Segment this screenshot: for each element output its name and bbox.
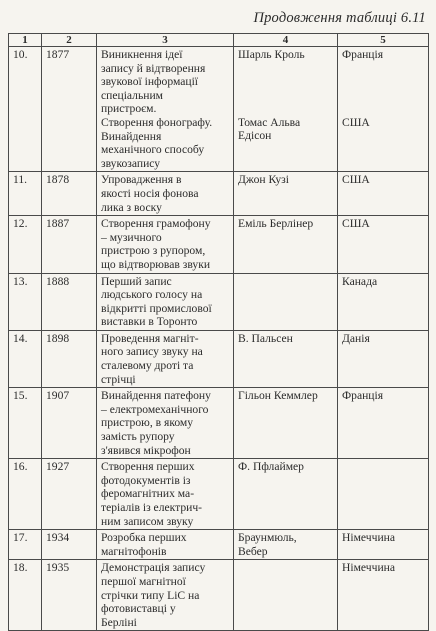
row-number: 12.	[9, 216, 42, 273]
description-line: Упровадження в	[101, 173, 182, 187]
description-line: першої магнітної	[101, 574, 186, 588]
row-year: 1877	[42, 47, 97, 172]
description-line: Перший запис	[101, 274, 172, 288]
row-description	[97, 172, 234, 216]
row-countries	[338, 330, 429, 387]
description-line: спеціальним	[101, 88, 163, 102]
description-line: сталевому дроті та	[101, 359, 194, 373]
spacer	[238, 62, 333, 116]
person-name: Браунмюль,	[238, 531, 297, 545]
row-year: 1898	[42, 330, 97, 387]
description-line: фотодокументів із	[101, 473, 191, 487]
row-number: 16.	[9, 459, 42, 530]
description-line: якості носія фонова	[101, 186, 199, 200]
history-table	[8, 33, 429, 631]
person-name: Едісон	[238, 129, 272, 143]
description-line: пристрою з рупором,	[101, 244, 206, 258]
country-name: США	[342, 115, 370, 129]
description-line: механічного способу	[101, 143, 205, 157]
person-name: Ф. Пфлаймер	[238, 460, 304, 474]
description-line: звукової інформації	[101, 75, 199, 89]
country-name: Німеччина	[342, 531, 396, 545]
description-line: звукозапису	[101, 156, 161, 170]
row-number: 11.	[9, 172, 42, 216]
column-number-3: 3	[97, 34, 234, 47]
row-persons	[234, 530, 338, 560]
country-name: Німеччина	[342, 561, 396, 575]
row-countries	[338, 273, 429, 330]
person-name: Гільон Кеммлер	[238, 389, 318, 403]
row-persons	[234, 459, 338, 530]
country-name: Данія	[342, 331, 370, 345]
description-line: Створення перших	[101, 460, 195, 474]
description-line: магнітофонів	[101, 544, 167, 558]
description-line: виставки в Торонто	[101, 315, 198, 329]
row-year: 1878	[42, 172, 97, 216]
table-row	[9, 459, 429, 530]
country-name: Канада	[342, 274, 378, 288]
row-description	[97, 273, 234, 330]
row-year: 1888	[42, 273, 97, 330]
column-number-row	[9, 34, 429, 47]
description-line: феромагнітних ма-	[101, 487, 195, 501]
row-number: 10.	[9, 47, 42, 172]
row-countries	[338, 216, 429, 273]
row-description	[97, 47, 234, 172]
description-line: Створення грамофону	[101, 217, 211, 231]
description-line: Розробка перших	[101, 531, 187, 545]
row-number: 17.	[9, 530, 42, 560]
table-row	[9, 388, 429, 459]
description-line: Проведення магніт-	[101, 331, 199, 345]
column-number-5: 5	[338, 34, 429, 47]
description-line: теріалів із електрич-	[101, 501, 203, 514]
row-year: 1927	[42, 459, 97, 530]
person-name: Джон Кузі	[238, 173, 289, 187]
person-name: Томас Альва	[238, 115, 301, 129]
description-line: Винайдення	[101, 129, 162, 143]
row-countries	[338, 459, 429, 530]
table-row	[9, 530, 429, 560]
table-row	[9, 216, 429, 273]
row-countries	[338, 172, 429, 216]
description-line: пристрою, в якому	[101, 416, 194, 430]
description-line: – музичного	[101, 230, 162, 244]
row-persons	[234, 216, 338, 273]
row-persons	[234, 273, 338, 330]
table-row	[9, 172, 429, 216]
row-persons	[234, 388, 338, 459]
column-number-4: 4	[234, 34, 338, 47]
row-year: 1934	[42, 530, 97, 560]
row-year: 1907	[42, 388, 97, 459]
description-line: що відтворював звуки	[101, 257, 211, 271]
row-persons	[234, 330, 338, 387]
description-line: – електромеханічного	[101, 402, 209, 416]
row-countries	[338, 388, 429, 459]
person-name: Еміль Берлінер	[238, 217, 314, 231]
row-persons	[234, 47, 338, 172]
row-number: 15.	[9, 388, 42, 459]
country-name: Франція	[342, 389, 384, 403]
person-name: В. Пальсен	[238, 331, 293, 345]
country-name: США	[342, 173, 370, 187]
row-persons	[234, 172, 338, 216]
description-line: ним записом звуку	[101, 514, 194, 528]
row-countries	[338, 47, 429, 172]
row-year: 1935	[42, 560, 97, 631]
description-line: відкритті промислової	[101, 301, 212, 315]
description-line: Виникнення ідеї	[101, 48, 183, 61]
description-line: Винайдення патефону	[101, 389, 211, 403]
row-description	[97, 560, 234, 631]
description-line: фотовиставці у	[101, 602, 176, 616]
table-caption: Продовження таблиці 6.11	[253, 10, 426, 26]
table-row	[9, 560, 429, 631]
person-name: Шарль Кроль	[238, 48, 305, 61]
row-persons	[234, 560, 338, 631]
row-countries	[338, 530, 429, 560]
description-line: Берліні	[101, 615, 137, 629]
description-line: людського голосу на	[101, 288, 203, 302]
table-row	[9, 47, 429, 172]
row-description	[97, 530, 234, 560]
row-description	[97, 216, 234, 273]
column-number-2: 2	[42, 34, 97, 47]
description-line: стрічки типу LiC на	[101, 588, 200, 602]
country-name: США	[342, 217, 370, 231]
table-row	[9, 330, 429, 387]
person-name: Вебер	[238, 544, 268, 558]
description-line: Створення фонографу.	[101, 115, 213, 129]
description-line: Демонстрація запису	[101, 561, 206, 575]
row-number: 18.	[9, 560, 42, 631]
description-line: стрічці	[101, 372, 136, 386]
row-description	[97, 388, 234, 459]
row-number: 14.	[9, 330, 42, 387]
row-countries	[338, 560, 429, 631]
description-line: з'явився мікрофон	[101, 443, 191, 457]
country-name: Франція	[342, 48, 384, 61]
row-description	[97, 330, 234, 387]
row-description	[97, 459, 234, 530]
description-line: лика з воску	[101, 200, 162, 214]
column-number-1: 1	[9, 34, 42, 47]
spacer	[342, 62, 424, 116]
table-row	[9, 273, 429, 330]
row-number: 13.	[9, 273, 42, 330]
description-line: замість рупору	[101, 430, 175, 444]
description-line: запису й відтворення	[101, 61, 206, 75]
row-year: 1887	[42, 216, 97, 273]
description-line: пристроєм.	[101, 102, 157, 116]
description-line: ного запису звуку на	[101, 345, 203, 359]
